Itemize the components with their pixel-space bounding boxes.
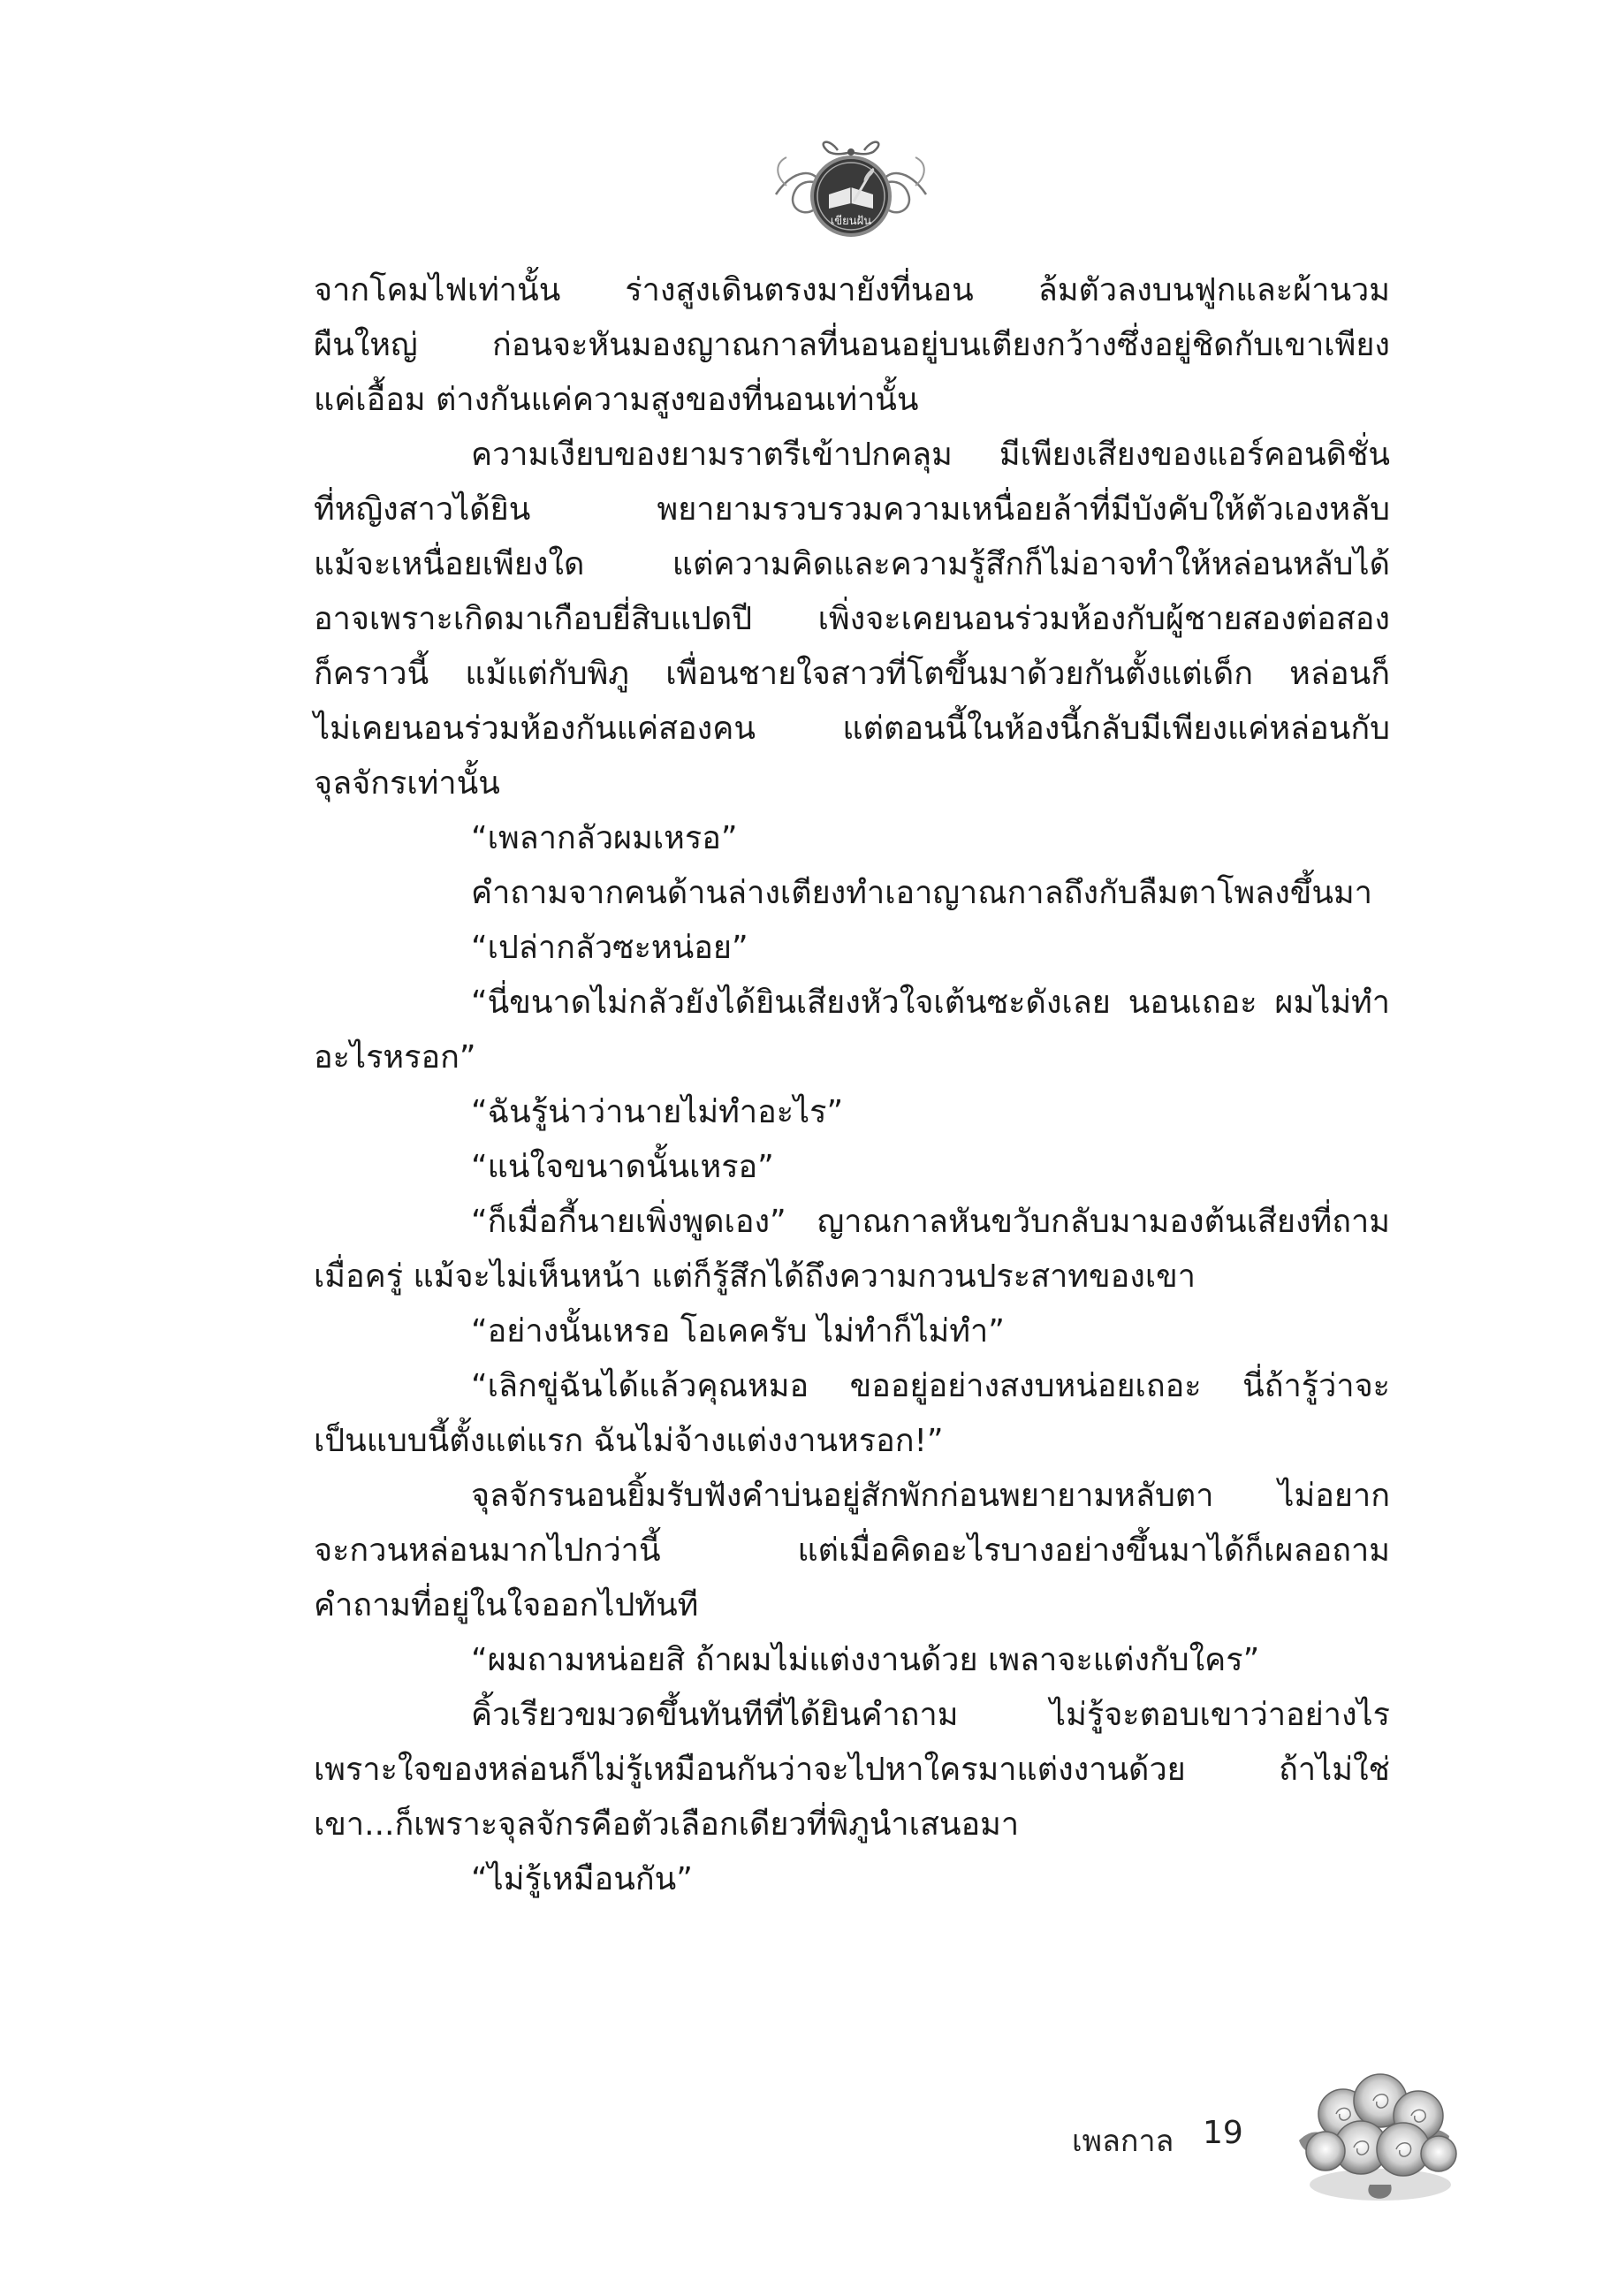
text-line: แม้จะเหนื่อยเพียงใด แต่ความคิดและความรู้สึกก็ไม่อาจทำให้หล่อนหลับได้ <box>314 546 1390 582</box>
text-line: ผืนใหญ่ ก่อนจะหันมองญาณกาลที่นอนอยู่บนเตียงกว้างซึ่งอยู่ชิดกับเขาเพียง <box>314 327 1390 363</box>
text-line: ก็คราวนี้ แม้แต่กับพิภู เพื่อนชายใจสาวที่โตขึ้นมาด้วยกันตั้งแต่เด็ก หล่อนก็ <box>314 656 1390 692</box>
text-line: จากโคมไฟเท่านั้น ร่างสูงเดินตรงมายังที่นอน ล้มตัวลงบนฟูกและผ้านวม <box>314 272 1390 308</box>
text-line: เมื่อครู่ แม้จะไม่เห็นหน้า แต่ก็รู้สึกได้ถึงความกวนประสาทของเขา <box>314 1258 1196 1295</box>
text-line: “นี่ขนาดไม่กลัวยังได้ยินเสียงหัวใจเต้นซะดังเลย นอนเถอะ ผมไม่ทำ <box>471 985 1390 1021</box>
text-line: คำถามที่อยู่ในใจออกไปทันที <box>314 1587 699 1623</box>
text-line: อะไรหรอก” <box>314 1039 476 1076</box>
text-line: เพราะใจของหล่อนก็ไม่รู้เหมือนกันว่าจะไปหาใครมาแต่งงานด้วย ถ้าไม่ใช่ <box>314 1752 1390 1788</box>
body-text <box>314 263 1390 1907</box>
flower-bouquet-image <box>1281 2052 1476 2211</box>
footer-book-title: เพลกาล <box>1072 2124 1174 2159</box>
text-line: “ฉันรู้น่าว่านายไม่ทำอะไร” <box>471 1094 844 1130</box>
text-line: “ผมถามหน่อยสิ ถ้าผมไม่แต่งงานด้วย เพลาจะแต่งกับใคร” <box>471 1642 1260 1678</box>
text-line: ที่หญิงสาวได้ยิน พยายามรวบรวมความเหนื่อยล้าที่มีบังคับให้ตัวเองหลับ <box>314 491 1390 528</box>
text-line: คิ้วเรียวขมวดขึ้นทันทีที่ได้ยินคำถาม ไม่รู้จะตอบเขาว่าอย่างไร <box>471 1697 1390 1733</box>
text-line: จะกวนหล่อนมากไปกว่านี้ แต่เมื่อคิดอะไรบางอย่างขึ้นมาได้ก็เผลอถาม <box>314 1532 1390 1569</box>
text-line: คำถามจากคนด้านล่างเตียงทำเอาญาณกาลถึงกับลืมตาโพลงขึ้นมา <box>471 875 1372 911</box>
text-line: “แน่ใจขนาดนั้นเหรอ” <box>471 1149 774 1185</box>
text-line: “เปล่ากลัวซะหน่อย” <box>471 930 748 966</box>
text-line: จุลจักรนอนยิ้มรับฟังคำบ่นอยู่สักพักก่อนพยายามหลับตา ไม่อยาก <box>471 1478 1390 1514</box>
text-line: “อย่างนั้นเหรอ โอเคครับ ไม่ทำก็ไม่ทำ” <box>471 1313 1005 1349</box>
text-line: ไม่เคยนอนร่วมห้องกันแค่สองคน แต่ตอนนี้ในห้องนี้กลับมีเพียงแค่หล่อนกับ <box>314 711 1390 747</box>
text-line: จุลจักรเท่านั้น <box>314 765 500 802</box>
text-line: อาจเพราะเกิดมาเกือบยี่สิบแปดปี เพิ่งจะเคยนอนร่วมห้องกับผู้ชายสองต่อสอง <box>314 601 1390 637</box>
text-line: ความเงียบของยามราตรีเข้าปกคลุม มีเพียงเสียงของแอร์คอนดิชั่น <box>471 437 1390 473</box>
text-line: เขา...ก็เพราะจุลจักรคือตัวเลือกเดียวที่พิภูนำเสนอมา <box>314 1806 1020 1843</box>
chapter-emblem-logo <box>767 133 935 247</box>
text-line: เป็นแบบนี้ตั้งแต่แรก ฉันไม่จ้างแต่งงานหรอก!” <box>314 1423 944 1459</box>
page-number: 19 <box>1203 2115 1243 2151</box>
text-line: “ก็เมื่อกี้นายเพิ่งพูดเอง” ญาณกาลหันขวับกลับมามองต้นเสียงที่ถาม <box>471 1204 1390 1240</box>
emblem-label: เขียนฝัน <box>830 215 872 228</box>
text-line: แค่เอื้อม ต่างกันแค่ความสูงของที่นอนเท่านั้น <box>314 382 919 418</box>
text-line: “เพลากลัวผมเหรอ” <box>471 820 738 856</box>
text-line: “เลิกขู่ฉันได้แล้วคุณหมอ ขออยู่อย่างสงบหน่อยเถอะ นี่ถ้ารู้ว่าจะ <box>471 1368 1390 1404</box>
text-line: “ไม่รู้เหมือนกัน” <box>471 1861 693 1897</box>
